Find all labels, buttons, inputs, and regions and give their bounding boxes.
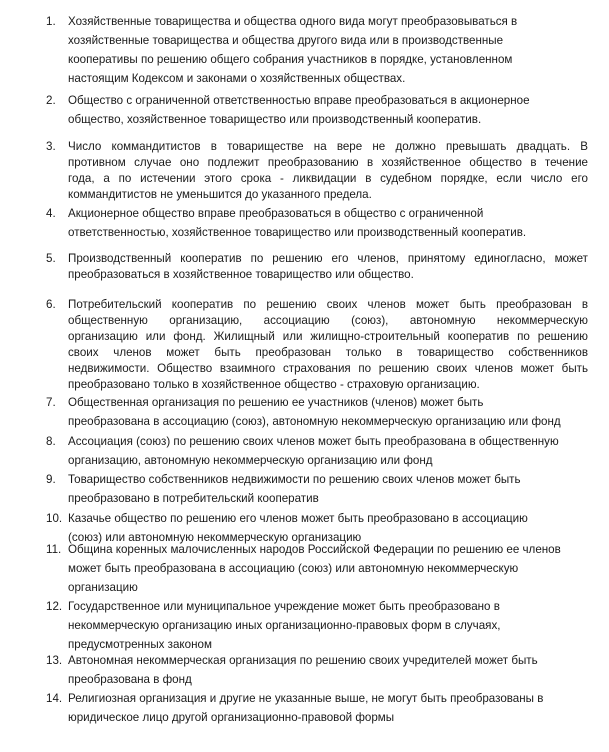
text-line: Казачье общество по решению его членов может быть преобразовано в ассоциацию (68, 512, 528, 525)
list-item-number: 2. (46, 94, 56, 107)
list-item-text (68, 597, 588, 654)
text-line: юридическое лицо другой организационно-правовой формы (68, 711, 395, 724)
text-line: настоящим Кодексом и законами о хозяйственных обществах. (68, 72, 406, 85)
text-line: преобразована в фонд (68, 673, 192, 686)
text-line: Число коммандитистов в товариществе на вере не должно превышать двадцать. В (68, 140, 588, 153)
list-item-text (68, 689, 588, 727)
list-item-number: 3. (46, 140, 56, 153)
list-item (46, 297, 588, 393)
text-line: преобразовано только в хозяйственное общество - страховую организацию. (68, 378, 480, 391)
list-item-text (68, 91, 588, 129)
text-line: преобразована в ассоциацию (союз), автономную некоммерческую организацию или фонд (68, 415, 561, 428)
list-item-number: 14. (46, 692, 63, 705)
text-line: своих членов может быть преобразован только в товарищество собственников (68, 346, 588, 359)
text-line: Государственное или муниципальное учреждение может быть преобразовано в (68, 600, 500, 613)
list-item-number: 10. (46, 512, 63, 525)
list-item-number: 7. (46, 396, 56, 409)
text-line: Хозяйственные товарищества и общества одного вида могут преобразовываться в (68, 15, 518, 28)
text-line: противном случае оно подлежит преобразованию в хозяйственное общество в течение (68, 156, 588, 169)
text-line: коммандитистов не уменьшится до указанного предела. (68, 188, 372, 201)
text-line: общество, хозяйственное товарищество или производственный кооператив. (68, 113, 482, 126)
list-item (46, 597, 588, 654)
list-item-number: 5. (46, 252, 56, 265)
list-item (46, 470, 588, 508)
text-line: года, а по истечении этого срока - ликвидации в судебном порядке, если число его (68, 172, 588, 185)
list-item (46, 651, 588, 689)
text-line: организацию или фонд. Жилищный или жилищно-строительный кооператив по решению (68, 330, 588, 343)
list-item-text (68, 297, 588, 393)
list-item (46, 12, 588, 88)
text-line: Общество с ограниченной ответственностью вправе преобразоваться в акционерное (68, 94, 530, 107)
list-item-number: 13. (46, 654, 63, 667)
text-line: Общественная организация по решению ее участников (членов) может быть (68, 396, 484, 409)
list-item (46, 689, 588, 727)
text-line: (союз) или автономную некоммерческую организацию (68, 531, 362, 544)
list-item (46, 139, 588, 203)
text-line: Товарищество собственников недвижимости по решению своих членов может быть (68, 473, 521, 486)
text-line: предусмотренных законом (68, 638, 212, 651)
list-item (46, 393, 588, 431)
text-line: недвижимости. Общество взаимного страхования по решению своих членов может быть (68, 362, 588, 375)
list-item (46, 540, 588, 597)
list-item-text (68, 651, 588, 689)
text-line: преобразовано в потребительский кооператив (68, 492, 319, 505)
list-item-text (68, 393, 588, 431)
text-line: Община коренных малочисленных народов Российской Федерации по решению ее членов (68, 543, 561, 556)
list-item-number: 6. (46, 298, 56, 311)
list-item-number: 8. (46, 435, 56, 448)
list-item-text (68, 139, 588, 203)
text-line: преобразоваться в хозяйственное товарищество или общество. (68, 268, 414, 281)
list-item-text (68, 432, 588, 470)
list-item-text (68, 204, 588, 242)
text-line: организацию (68, 581, 138, 594)
list-item-text (68, 251, 588, 283)
list-item-text (68, 540, 588, 597)
list-item (46, 432, 588, 470)
list-item-number: 12. (46, 600, 63, 613)
text-line: Ассоциация (союз) по решению своих членов может быть преобразована в общественную (68, 435, 559, 448)
list-item (46, 91, 588, 129)
list-item-number: 1. (46, 15, 56, 28)
text-line: Акционерное общество вправе преобразоваться в общество с ограниченной (68, 207, 484, 220)
text-line: кооперативы по решению общего собрания участников в порядке, установленном (68, 53, 513, 66)
text-line: организацию, автономную некоммерческую организацию или фонд (68, 454, 433, 467)
text-line: может быть преобразована в ассоциацию (союз) или автономную некоммерческую (68, 562, 519, 575)
text-line: хозяйственные товарищества и общества другого вида или в производственные (68, 34, 504, 47)
list-item-text (68, 470, 588, 508)
list-item (46, 204, 588, 242)
list-item (46, 251, 588, 283)
list-item-number: 11. (46, 543, 62, 556)
text-line: Автономная некоммерческая организация по решению своих учредителей может быть (68, 654, 538, 667)
list-item-number: 4. (46, 207, 56, 220)
text-line: Религиозная организация и другие не указанные выше, не могут быть преобразованы в (68, 692, 544, 705)
list-item-text (68, 12, 588, 88)
text-line: Потребительский кооператив по решению своих членов может быть преобразован в (68, 298, 588, 311)
text-line: общественную организацию, ассоциацию (союз), автономную некоммерческую (68, 314, 588, 327)
text-line: некоммерческую организацию иных организационно-правовых форм в случаях, (68, 619, 501, 632)
list-item-number: 9. (46, 473, 56, 486)
text-line: ответственностью, хозяйственное товарищество или производственный кооператив. (68, 226, 527, 239)
text-line: Производственный кооператив по решению его членов, принятому единогласно, может (68, 252, 588, 265)
